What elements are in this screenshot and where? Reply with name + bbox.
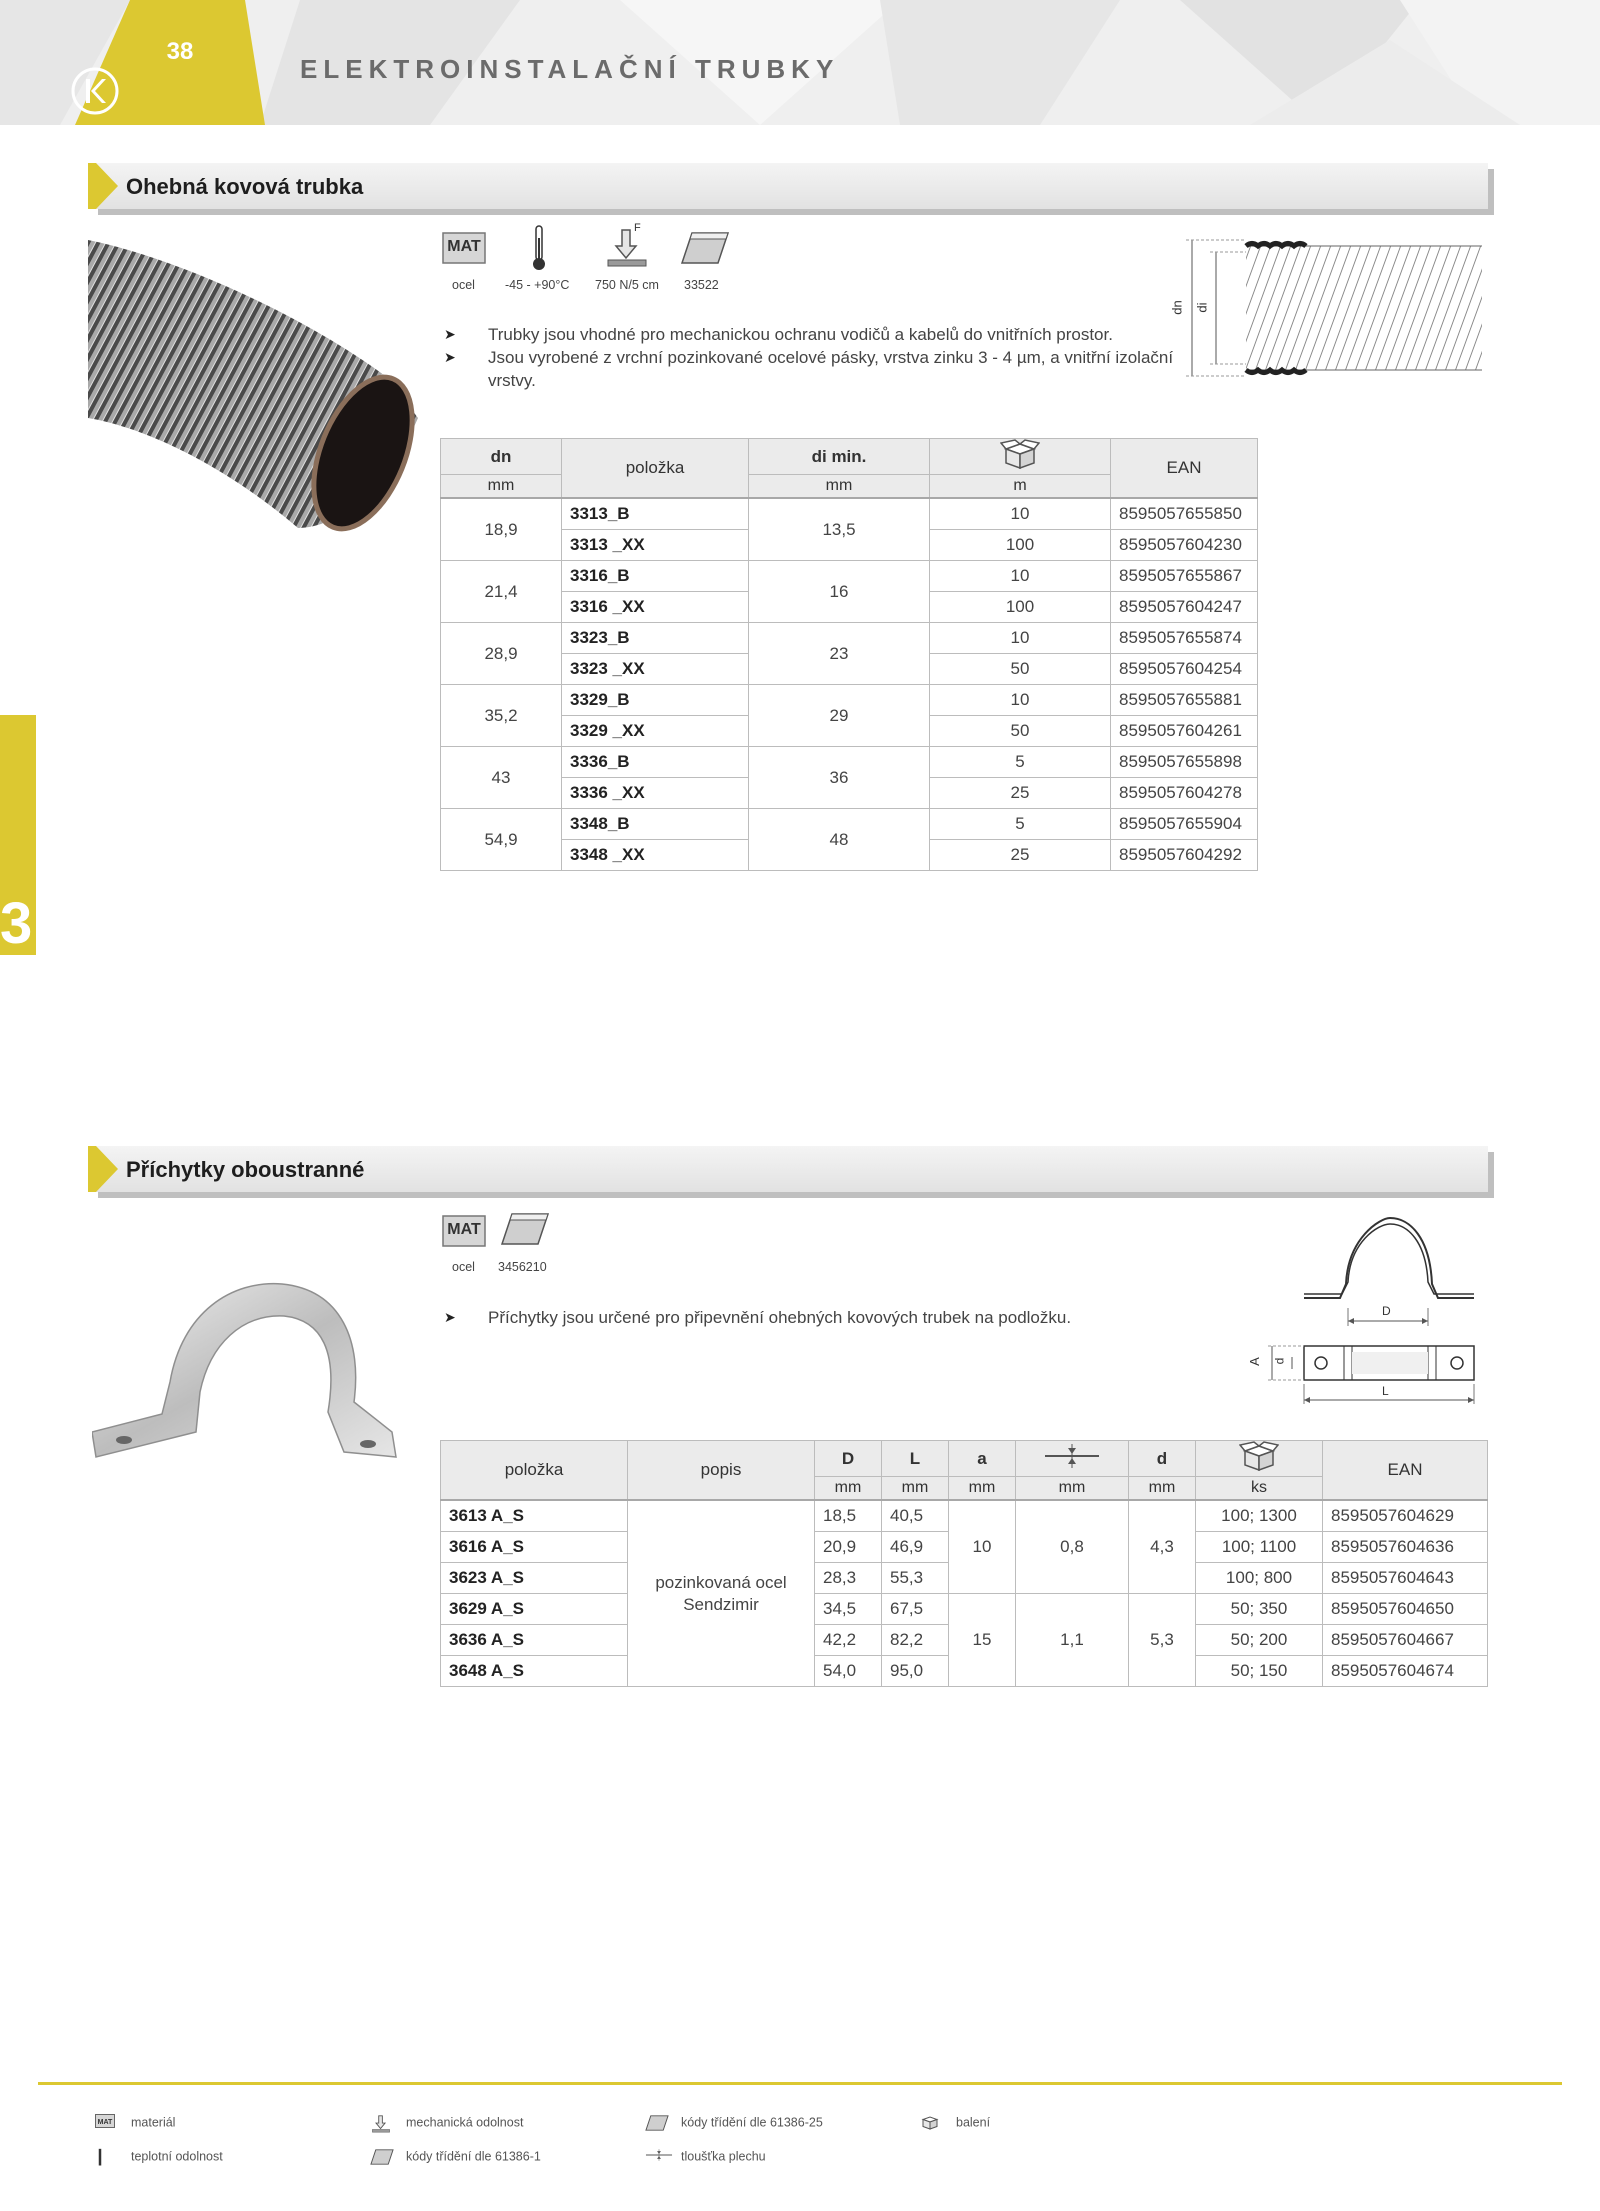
thickness-icon <box>1043 1444 1101 1468</box>
cell-D: 54,0 <box>815 1656 882 1687</box>
dn-dimension-label: dn <box>1169 300 1185 315</box>
cell-package-qty: 5 <box>930 747 1111 778</box>
col-header-a: a <box>949 1441 1016 1477</box>
cell-package-qty: 50; 350 <box>1196 1594 1323 1625</box>
mat-label: MAT <box>447 1221 481 1238</box>
legend-item <box>370 2114 523 2132</box>
legend-label: balení <box>956 2115 991 2130</box>
icon-caption-mechanical: 750 N/5 cm <box>595 278 659 292</box>
cell-item: 3329 _XX <box>562 716 749 747</box>
bullet-arrow-icon: ➤ <box>444 1309 456 1325</box>
cell-item: 3623 A_S <box>441 1563 628 1594</box>
cell-item: 3313 _XX <box>562 530 749 561</box>
cell-package-qty: 50 <box>930 654 1111 685</box>
cell-item: 3636 A_S <box>441 1625 628 1656</box>
conduit-technical-drawing <box>1170 234 1490 384</box>
cell-ean: 8595057604292 <box>1111 840 1258 871</box>
cell-dn: 18,9 <box>441 498 562 561</box>
col-header-dn: dn <box>441 439 562 475</box>
thermometer-icon <box>95 2148 121 2166</box>
feature-list <box>444 1306 1244 1329</box>
svg-text:MAT: MAT <box>97 2119 113 2126</box>
unit-package: m <box>930 475 1111 499</box>
cell-package-qty: 100 <box>930 592 1111 623</box>
classification-code-icon <box>500 1210 550 1248</box>
cell-description: pozinkovaná ocel Sendzimir <box>628 1500 815 1687</box>
cell-item: 3329_B <box>562 685 749 716</box>
conduit-spec-table <box>440 438 1258 871</box>
cell-D: 34,5 <box>815 1594 882 1625</box>
package-icon <box>1000 439 1040 469</box>
cell-item: 3348 _XX <box>562 840 749 871</box>
col-header-description: popis <box>628 1441 815 1501</box>
clip-technical-drawing <box>1240 1208 1480 1408</box>
col-header-ean: EAN <box>1111 439 1258 499</box>
page-number: 38 <box>166 38 194 65</box>
cell-ean: 8595057655850 <box>1111 498 1258 530</box>
col-header-thickness <box>1016 1441 1129 1477</box>
col-header-L: L <box>882 1441 949 1477</box>
cell-di-min: 16 <box>749 561 930 623</box>
feature-item: ➤ Jsou vyrobené z vrchní pozinkované ocelové pásky, vrstva zinku 3 - 4 µm, a vnitřní izolační vrstvy. <box>444 348 1174 390</box>
cell-ean: 8595057604261 <box>1111 716 1258 747</box>
cell-item: 3313_B <box>562 498 749 530</box>
cell-di-min: 36 <box>749 747 930 809</box>
cell-di-min: 29 <box>749 685 930 747</box>
feature-list <box>444 323 1184 392</box>
cell-item: 3613 A_S <box>441 1500 628 1532</box>
cell-ean: 8595057655904 <box>1111 809 1258 840</box>
table-row <box>441 747 1258 778</box>
force-icon <box>370 2114 396 2132</box>
page-header <box>0 0 1600 125</box>
unit-a: mm <box>949 1477 1016 1501</box>
cell-d: 4,3 <box>1129 1500 1196 1594</box>
legend-label: kódy třídění dle 61386-25 <box>681 2115 823 2130</box>
mat-label: MAT <box>447 238 481 255</box>
cell-di-min: 23 <box>749 623 930 685</box>
cell-ean: 8595057655898 <box>1111 747 1258 778</box>
cell-dn: 28,9 <box>441 623 562 685</box>
cell-dn: 21,4 <box>441 561 562 623</box>
cell-package-qty: 100; 1300 <box>1196 1500 1323 1532</box>
cell-item: 3316 _XX <box>562 592 749 623</box>
L-dimension-label: L <box>1382 1384 1389 1398</box>
section-title-bar <box>88 163 1488 209</box>
cell-ean: 8595057604667 <box>1323 1625 1488 1656</box>
cell-ean: 8595057604629 <box>1323 1500 1488 1532</box>
cell-D: 20,9 <box>815 1532 882 1563</box>
cell-D: 18,5 <box>815 1500 882 1532</box>
cell-item: 3616 A_S <box>441 1532 628 1563</box>
legend-item <box>645 2148 766 2166</box>
cell-package-qty: 10 <box>930 561 1111 592</box>
document-title: ELEKTROINSTALAČNÍ TRUBKY <box>300 54 840 84</box>
col-header-D: D <box>815 1441 882 1477</box>
bullet-arrow-icon: ➤ <box>444 326 456 342</box>
conduit-table-body <box>441 498 1258 871</box>
cell-D: 42,2 <box>815 1625 882 1656</box>
legend-item <box>645 2114 823 2132</box>
unit-dn: mm <box>441 475 562 499</box>
cell-item: 3316_B <box>562 561 749 592</box>
feature-item: ➤ Trubky jsou vhodné pro mechanickou ochranu vodičů a kabelů do vnitřních prostor. <box>444 325 1113 344</box>
classification-code-icon <box>645 2114 671 2132</box>
flexible-metal-conduit-photo <box>88 228 418 533</box>
feature-item: ➤ Příchytky jsou určené pro připevnění ohebných kovových trubek na podložku. <box>444 1308 1072 1327</box>
unit-d: mm <box>1129 1477 1196 1501</box>
cell-L: 67,5 <box>882 1594 949 1625</box>
col-header-ean: EAN <box>1323 1441 1488 1501</box>
chapter-number: 3 <box>0 891 33 956</box>
package-icon <box>920 2114 946 2132</box>
table-row <box>441 809 1258 840</box>
cell-package-qty: 50; 200 <box>1196 1625 1323 1656</box>
cell-L: 46,9 <box>882 1532 949 1563</box>
col-header-di-min: di min. <box>749 439 930 475</box>
unit-L: mm <box>882 1477 949 1501</box>
legend-item <box>95 2114 175 2132</box>
table-row <box>441 1594 1488 1625</box>
saddle-clip-photo <box>92 1272 422 1462</box>
legend-label: mechanická odolnost <box>406 2115 524 2130</box>
cell-package-qty: 50 <box>930 716 1111 747</box>
legend-item <box>370 2148 541 2166</box>
section-title: Ohebná kovová trubka <box>126 174 364 199</box>
section-title-bar <box>88 1146 1488 1192</box>
cell-item: 3336_B <box>562 747 749 778</box>
cell-dn: 35,2 <box>441 685 562 747</box>
cell-L: 95,0 <box>882 1656 949 1687</box>
A-dimension-label: A <box>1246 1357 1262 1366</box>
cell-a: 10 <box>949 1500 1016 1594</box>
cell-ean: 8595057655874 <box>1111 623 1258 654</box>
icon-caption-material: ocel <box>452 1260 475 1274</box>
table-row <box>441 685 1258 716</box>
package-icon <box>1239 1441 1279 1471</box>
col-header-package <box>930 439 1111 475</box>
clip-table-body <box>441 1500 1488 1687</box>
d-dimension-label: d <box>1272 1357 1287 1365</box>
cell-package-qty: 25 <box>930 778 1111 809</box>
clip-spec-table <box>440 1440 1488 1687</box>
D-dimension-label: D <box>1382 1304 1391 1318</box>
bullet-arrow-icon: ➤ <box>444 349 456 365</box>
icon-caption-code: 3456210 <box>498 1260 547 1274</box>
classification-code-icon <box>680 230 730 266</box>
cell-package-qty: 25 <box>930 840 1111 871</box>
legend-label: tloušťka plechu <box>681 2149 766 2164</box>
icon-caption-code: 33522 <box>684 278 719 292</box>
cell-thickness: 1,1 <box>1016 1594 1129 1687</box>
cell-package-qty: 10 <box>930 498 1111 530</box>
cell-di-min: 13,5 <box>749 498 930 561</box>
cell-ean: 8595057604247 <box>1111 592 1258 623</box>
col-header-item: položka <box>441 1441 628 1501</box>
col-header-package <box>1196 1441 1323 1477</box>
cell-ean: 8595057604278 <box>1111 778 1258 809</box>
cell-item: 3336 _XX <box>562 778 749 809</box>
table-row <box>441 498 1258 530</box>
cell-item: 3648 A_S <box>441 1656 628 1687</box>
cell-ean: 8595057604643 <box>1323 1563 1488 1594</box>
thickness-icon <box>645 2148 671 2166</box>
legend-item <box>920 2114 990 2132</box>
cell-item: 3323_B <box>562 623 749 654</box>
cell-dn: 43 <box>441 747 562 809</box>
cell-L: 55,3 <box>882 1563 949 1594</box>
cell-ean: 8595057655881 <box>1111 685 1258 716</box>
company-logo-icon <box>70 66 120 116</box>
col-header-item: položka <box>562 439 749 499</box>
cell-package-qty: 5 <box>930 809 1111 840</box>
icon-caption-material: ocel <box>452 278 475 292</box>
cell-package-qty: 100 <box>930 530 1111 561</box>
cell-dn: 54,9 <box>441 809 562 871</box>
mat-icon <box>95 2114 121 2132</box>
cell-package-qty: 10 <box>930 623 1111 654</box>
force-icon <box>604 222 650 275</box>
icon-caption-temperature: -45 - +90°C <box>505 278 570 292</box>
section-title: Příchytky oboustranné <box>126 1157 365 1182</box>
unit-di-min: mm <box>749 475 930 499</box>
unit-package: ks <box>1196 1477 1323 1501</box>
cell-a: 15 <box>949 1594 1016 1687</box>
footer-rule <box>38 2082 1562 2085</box>
cell-item: 3348_B <box>562 809 749 840</box>
legend-label: kódy třídění dle 61386-1 <box>406 2149 541 2164</box>
cell-package-qty: 100; 800 <box>1196 1563 1323 1594</box>
cell-package-qty: 100; 1100 <box>1196 1532 1323 1563</box>
cell-ean: 8595057604254 <box>1111 654 1258 685</box>
cell-ean: 8595057604650 <box>1323 1594 1488 1625</box>
cell-thickness: 0,8 <box>1016 1500 1129 1594</box>
cell-package-qty: 50; 150 <box>1196 1656 1323 1687</box>
table-row <box>441 561 1258 592</box>
cell-item: 3629 A_S <box>441 1594 628 1625</box>
force-label: F <box>634 222 641 234</box>
cell-ean: 8595057604230 <box>1111 530 1258 561</box>
col-header-d: d <box>1129 1441 1196 1477</box>
cell-L: 40,5 <box>882 1500 949 1532</box>
legend-item <box>95 2148 223 2166</box>
mat-icon <box>442 232 486 269</box>
cell-di-min: 48 <box>749 809 930 871</box>
unit-D: mm <box>815 1477 882 1501</box>
cell-ean: 8595057604674 <box>1323 1656 1488 1687</box>
di-dimension-label: di <box>1194 302 1210 313</box>
cell-L: 82,2 <box>882 1625 949 1656</box>
legend-label: teplotní odolnost <box>131 2149 223 2164</box>
thermometer-icon <box>530 224 548 272</box>
cell-item: 3323 _XX <box>562 654 749 685</box>
cell-d: 5,3 <box>1129 1594 1196 1687</box>
cell-ean: 8595057655867 <box>1111 561 1258 592</box>
cell-ean: 8595057604636 <box>1323 1532 1488 1563</box>
table-row <box>441 623 1258 654</box>
unit-thickness: mm <box>1016 1477 1129 1501</box>
cell-D: 28,3 <box>815 1563 882 1594</box>
mat-icon <box>442 1215 486 1252</box>
table-row <box>441 1500 1488 1532</box>
cell-package-qty: 10 <box>930 685 1111 716</box>
legend-label: materiál <box>131 2115 176 2130</box>
classification-code-icon <box>370 2148 396 2166</box>
